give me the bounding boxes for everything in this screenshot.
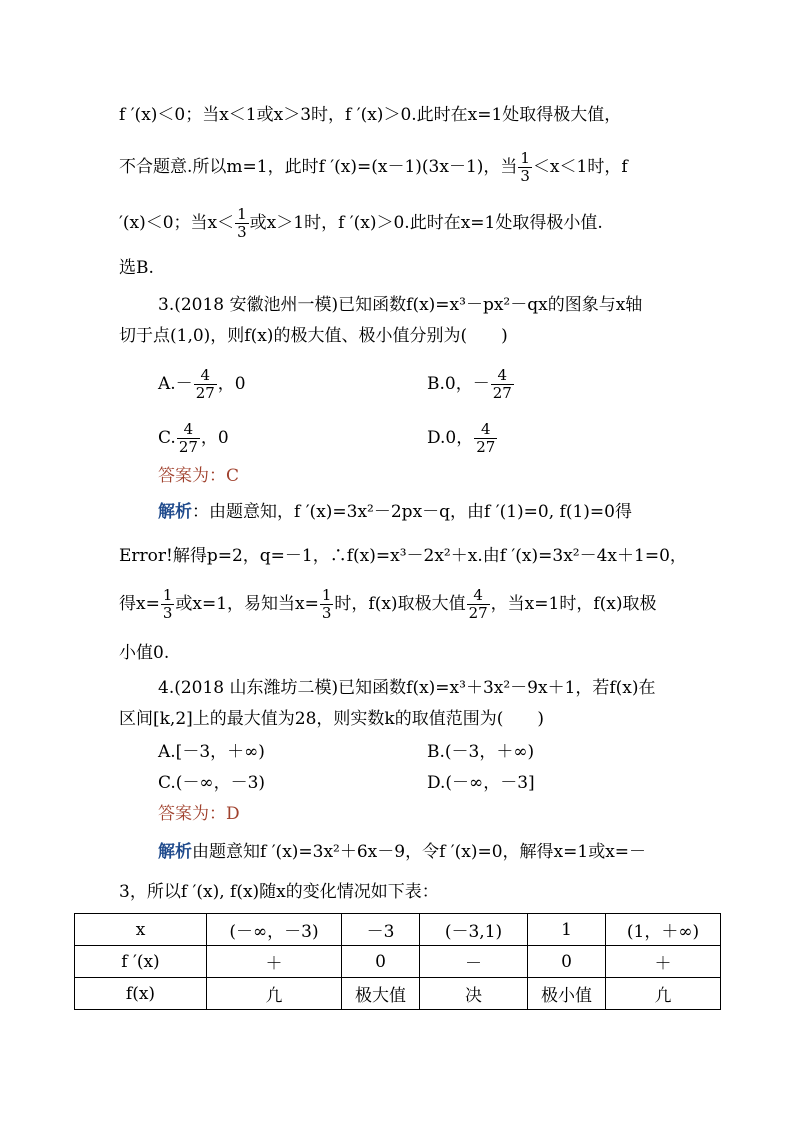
answer-q4: 答案为：D xyxy=(158,804,240,824)
text-line-2: 不合题意.所以m=1，此时f ′(x)=(x－1)(3x－1)，当 $\frac{1}{3}$ ＜x＜1时，f xyxy=(119,149,628,185)
fraction-one-third: $\frac{1}{3}$ xyxy=(520,149,530,185)
table-row: x (－∞，－3) －3 (－3,1) 1 (1，＋∞) xyxy=(75,914,721,946)
fraction-one-third: $\frac{1}{3}$ xyxy=(237,205,247,241)
q4-choice-b: B.(－3，＋∞) xyxy=(427,742,535,762)
analysis-q4-line-2: 3，所以f ′(x), f(x)随x的变化情况如下表： xyxy=(119,882,439,902)
text-line-3: ′(x)＜0；当x＜ $\frac{1}{3}$ 或x＞1时，f ′(x)＞0.此时在x=1处取得极小值. xyxy=(119,205,603,241)
table-row: f(x) 凢 极大值 决 极小值 凢 xyxy=(75,978,721,1010)
question-4-stem: 4.(2018 山东潍坊二模)已知函数f(x)=x³＋3x²－9x＋1，若f(x)在 xyxy=(158,678,656,698)
q4-choice-a: A.[－3，＋∞) xyxy=(158,742,265,762)
q4-choice-c: C.(－∞，－3) xyxy=(158,773,266,793)
q3-choice-d: D.0， $\frac{4}{27}$ xyxy=(427,420,496,456)
analysis-q3-line-4: 小值0. xyxy=(119,643,170,663)
analysis-q4-line-1: 解析由题意知f ′(x)=3x²＋6x－9，令f ′(x)=0，解得x=1或x=－ xyxy=(158,842,647,862)
q3-choice-b: B.0，－ $\frac{4}{27}$ xyxy=(427,366,512,402)
question-3-stem: 3.(2018 安徽池州一模)已知函数f(x)=x³－px²－qx的图象与x轴 xyxy=(158,295,643,315)
q3-choice-c: C. $\frac{4}{27}$ ，0 xyxy=(158,420,229,456)
analysis-q3-line-2: Error!解得p=2，q=－1，∴f(x)=x³－2x²＋x.由f ′(x)=3x²－4x＋1=0， xyxy=(119,546,687,566)
analysis-q3-line-3: 得x= $\frac{1}{3}$ 或x=1，易知当x= $\frac{1}{3}$ 时，f(x)取极大值 $\frac{4}{27}$ ，当x=1时，f(x)取极 xyxy=(119,586,657,622)
question-4-stem-cont: 区间[k,2]上的最大值为28，则实数k的取值范围为( ) xyxy=(119,709,544,729)
analysis-q3-line-1: 解析：由题意知，f ′(x)=3x²－2px－q，由f ′(1)=0, f(1)=0得 xyxy=(158,502,632,522)
variation-table xyxy=(74,913,721,1010)
question-3-stem-cont: 切于点(1,0)，则f(x)的极大值、极小值分别为( ) xyxy=(119,326,508,346)
text-line-1: f ′(x)＜0；当x＜1或x＞3时，f ′(x)＞0.此时在x=1处取得极大值， xyxy=(119,105,622,125)
q4-choice-d: D.(－∞，－3] xyxy=(427,773,535,793)
answer-q3: 答案为：C xyxy=(158,466,240,486)
text-line-4: 选B. xyxy=(119,258,154,278)
table-row: f ′(x) ＋ 0 － 0 ＋ xyxy=(75,946,721,978)
q3-choice-a: A.－ $\frac{4}{27}$ ，0 xyxy=(158,366,246,402)
